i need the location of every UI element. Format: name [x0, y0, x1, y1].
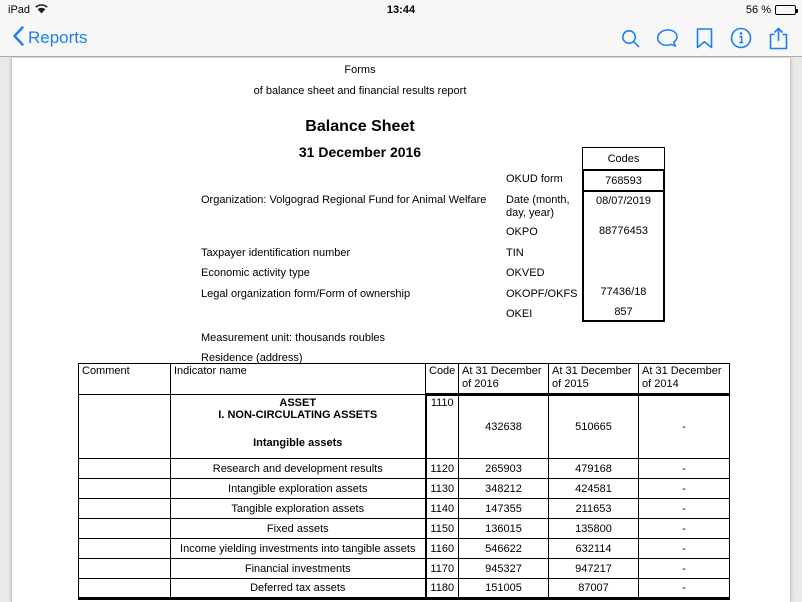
- value-2016-cell: 432638: [459, 395, 549, 459]
- battery-icon: [775, 5, 796, 15]
- page-title: Balance Sheet: [305, 118, 415, 135]
- date-code-value: 08/07/2019: [595, 195, 652, 207]
- table-row: [79, 499, 730, 519]
- legal-form-label: Legal organization form/Form of ownership: [201, 288, 411, 300]
- table-header-row: [79, 364, 730, 395]
- value-2015-cell: 211653: [549, 499, 639, 519]
- value-2014-cell: -: [639, 579, 730, 599]
- residence-line: Residence (address): [201, 352, 303, 364]
- indicator-cell: Intangible exploration assets: [171, 479, 426, 499]
- document-viewer[interactable]: [0, 58, 802, 602]
- value-2015-cell: 87007: [549, 579, 639, 599]
- clock: 13:44: [386, 4, 416, 16]
- share-icon[interactable]: [766, 26, 790, 50]
- table-section-row: [79, 395, 730, 459]
- table-row: [79, 579, 730, 599]
- search-icon[interactable]: [618, 26, 642, 50]
- value-2015-cell: 424581: [549, 479, 639, 499]
- report-date: 31 December 2016: [298, 144, 422, 160]
- code-cell: 1160: [426, 539, 459, 559]
- taxpayer-label: Taxpayer identification number: [201, 247, 351, 259]
- okopf-value: 77436/18: [600, 286, 647, 298]
- table-row: [79, 459, 730, 479]
- code-cell: 1150: [426, 519, 459, 539]
- column-header: Comment: [79, 364, 171, 395]
- value-2016-cell: 546622: [459, 539, 549, 559]
- column-header: Indicator name: [171, 364, 426, 395]
- value-2016-cell: 147355: [459, 499, 549, 519]
- comment-cell: [79, 479, 171, 499]
- value-2015-cell: 135800: [549, 519, 639, 539]
- okei-value: 857: [614, 306, 633, 318]
- indicator-cell: Financial investments: [171, 559, 426, 579]
- table-row: [79, 539, 730, 559]
- okud-value: 768593: [582, 169, 665, 192]
- report-heading: [209, 64, 511, 160]
- indicator-cell: [171, 395, 426, 459]
- value-2016-cell: 151005: [459, 579, 549, 599]
- value-2014-cell: -: [639, 519, 730, 539]
- value-2014-cell: -: [639, 499, 730, 519]
- comment-cell: [79, 499, 171, 519]
- section-subtitle: Intangible assets: [253, 437, 343, 449]
- comment-cell: [79, 559, 171, 579]
- value-2014-cell: -: [639, 395, 730, 459]
- indicator-cell: Deferred tax assets: [171, 579, 426, 599]
- comment-cell: [79, 519, 171, 539]
- date-code-label: Date (month, day, year): [506, 194, 570, 219]
- code-cell: 1170: [426, 559, 459, 579]
- economic-activity-label: Economic activity type: [201, 267, 310, 279]
- report-subtitle: of balance sheet and financial results report: [253, 85, 467, 97]
- tin-label: TIN: [506, 247, 524, 259]
- section-title: I. NON-CIRCULATING ASSETS: [218, 409, 378, 421]
- value-2016-cell: 945327: [459, 559, 549, 579]
- comment-icon[interactable]: [655, 26, 679, 50]
- indicator-cell: Tangible exploration assets: [171, 499, 426, 519]
- value-2014-cell: -: [639, 559, 730, 579]
- table-row: [79, 479, 730, 499]
- code-cell: 1180: [426, 579, 459, 599]
- table-row: [79, 519, 730, 539]
- okopf-label: OKOPF/OKFS: [506, 288, 578, 300]
- back-button-label: Reports: [28, 28, 88, 47]
- comment-cell: [79, 539, 171, 559]
- value-2015-cell: 947217: [549, 559, 639, 579]
- navigation-bar: [0, 20, 802, 57]
- okved-label: OKVED: [506, 267, 545, 279]
- codes-box: [582, 147, 665, 322]
- codes-box-values: [582, 192, 665, 322]
- column-header: At 31 December of 2014: [639, 364, 730, 395]
- info-icon[interactable]: [729, 26, 753, 50]
- battery-percent: 56 %: [745, 4, 771, 16]
- balance-sheet-table: [78, 363, 730, 600]
- value-2015-cell: 479168: [549, 459, 639, 479]
- value-2016-cell: 265903: [459, 459, 549, 479]
- value-2016-cell: 136015: [459, 519, 549, 539]
- column-header: At 31 December of 2015: [549, 364, 639, 395]
- section-title: ASSET: [279, 397, 317, 409]
- value-2014-cell: -: [639, 539, 730, 559]
- value-2016-cell: 348212: [459, 479, 549, 499]
- table-row: [79, 559, 730, 579]
- okei-label: OKEI: [506, 308, 533, 320]
- chevron-left-icon: [12, 26, 24, 51]
- forms-line: Forms: [344, 64, 376, 76]
- indicator-cell: Income yielding investments into tangible assets: [171, 539, 426, 559]
- status-bar: [0, 0, 802, 20]
- comment-cell: [79, 395, 171, 459]
- code-cell: 1110: [426, 395, 459, 459]
- okpo-label: OKPO: [506, 226, 538, 238]
- comment-cell: [79, 579, 171, 599]
- value-2015-cell: 632114: [549, 539, 639, 559]
- measurement-unit-line: Measurement unit: thousands roubles: [201, 332, 386, 344]
- comment-cell: [79, 459, 171, 479]
- value-2014-cell: -: [639, 479, 730, 499]
- indicator-cell: Research and development results: [171, 459, 426, 479]
- bookmark-icon[interactable]: [692, 26, 716, 50]
- back-button[interactable]: [12, 26, 88, 51]
- code-cell: 1120: [426, 459, 459, 479]
- document-page: [11, 58, 791, 602]
- column-header: Code: [426, 364, 459, 395]
- code-cell: 1140: [426, 499, 459, 519]
- indicator-cell: Fixed assets: [171, 519, 426, 539]
- value-2015-cell: 510665: [549, 395, 639, 459]
- code-cell: 1130: [426, 479, 459, 499]
- okud-label: OKUD form: [506, 173, 563, 185]
- codes-box-header: Codes: [582, 147, 665, 170]
- organization-line: Organization: Volgograd Regional Fund for Animal Welfare: [201, 194, 487, 206]
- carrier-label: iPad: [8, 4, 31, 16]
- column-header: At 31 December of 2016: [459, 364, 549, 395]
- value-2014-cell: -: [639, 459, 730, 479]
- okpo-value: 88776453: [599, 225, 648, 237]
